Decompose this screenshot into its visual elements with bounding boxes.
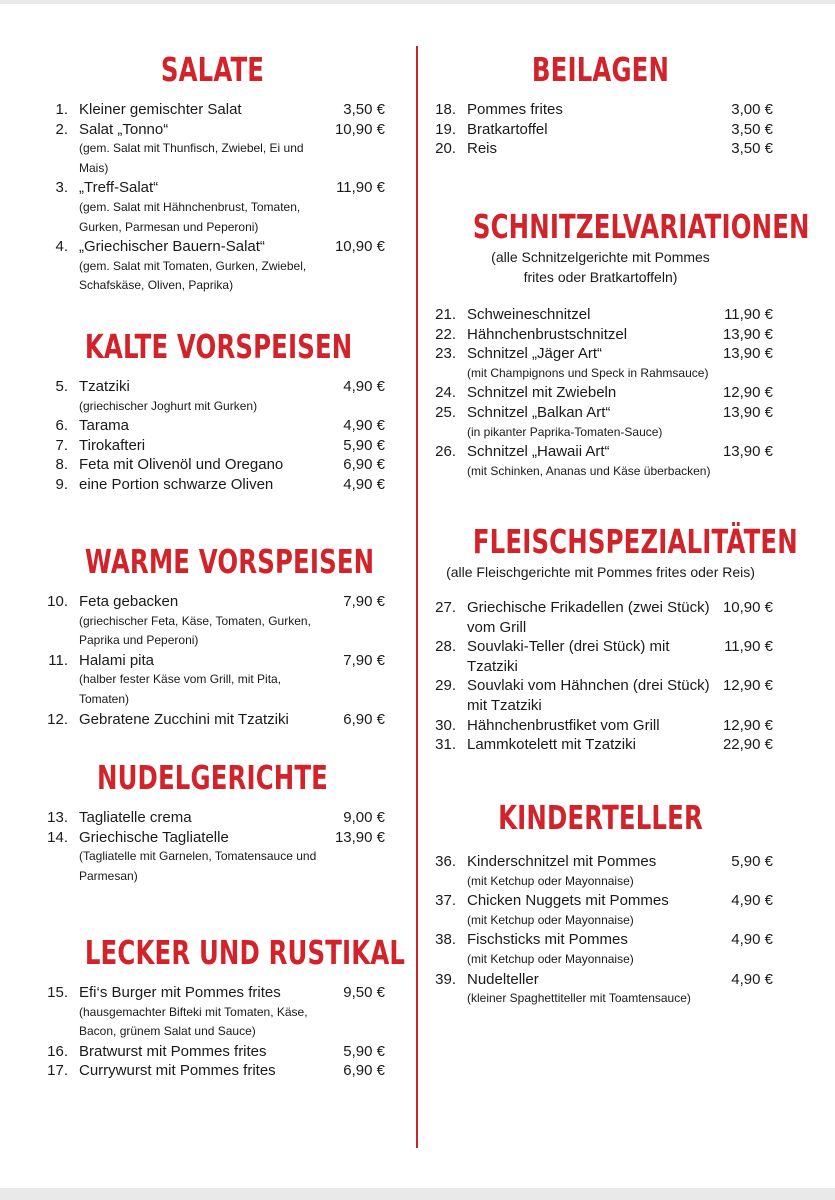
item-name: Nudelteller [467, 970, 539, 988]
item-name: Schnitzel mit Zwiebeln [467, 384, 617, 402]
item-list [428, 305, 773, 481]
item-price: 4,90 € [731, 931, 773, 949]
item-name: Feta gebacken [79, 593, 179, 610]
item-number: 7. [55, 436, 68, 454]
item-name: „Treff-Salat“ [79, 179, 159, 197]
item-description: (griechischer Joghurt mit Gurken) [79, 398, 258, 413]
item-body [467, 676, 712, 715]
menu-item [428, 403, 773, 442]
item-price: 7,90 € [343, 651, 385, 669]
section-beilagen [428, 50, 773, 159]
section-salate [40, 50, 385, 296]
section-fleischspezialitaeten [428, 522, 798, 755]
item-number: 14. [47, 828, 68, 846]
item-description: (halber fester Käse vom Grill, mit Pita, Tomaten) [79, 672, 282, 706]
menu-item [428, 344, 773, 383]
item-number: 11. [48, 651, 68, 669]
item-list [40, 377, 385, 495]
item-number: 8. [55, 456, 68, 474]
item-number: 17. [47, 1062, 68, 1080]
section-title: LECKER UND RUSTIKAL [84, 933, 406, 972]
item-body [467, 716, 712, 736]
menu-item [40, 983, 385, 1042]
item-number: 5. [55, 378, 68, 395]
item-description: (gem. Salat mit Hähnchenbrust, Tomaten, Gurken, Parmesan und Peperoni) [79, 199, 301, 234]
item-name: Hähnchenbrustschnitzel [467, 325, 628, 343]
menu-item [40, 178, 385, 237]
item-price: 6,90 € [343, 456, 385, 474]
item-number: 1. [55, 101, 68, 118]
item-list [40, 808, 385, 886]
item-body [79, 1042, 332, 1062]
item-price: 6,90 € [343, 1062, 385, 1080]
item-body [467, 735, 712, 755]
item-number: 25. [435, 403, 456, 421]
item-price: 5,90 € [343, 436, 385, 454]
section-title: FLEISCHSPEZIALITÄTEN [472, 522, 798, 561]
item-body [79, 1061, 332, 1081]
column-divider [416, 46, 418, 1148]
menu-item [40, 237, 385, 296]
section-kalte-vorspeisen [40, 327, 385, 495]
item-name: Lammkotelett mit Tzatziki [467, 736, 636, 754]
item-price: 13,90 € [722, 345, 773, 363]
item-number: 36. [435, 853, 456, 870]
menu-item [428, 100, 773, 120]
section-title: WARME VORSPEISEN [84, 542, 375, 581]
item-body [467, 891, 720, 930]
item-body [79, 377, 332, 416]
item-number: 15. [47, 984, 68, 1001]
item-name: Hähnchenbrustfiket vom Grill [467, 716, 660, 734]
item-body [467, 305, 713, 325]
menu-item [428, 383, 773, 403]
item-number: 23. [435, 345, 456, 363]
menu-item [40, 455, 385, 475]
item-number: 28. [435, 638, 456, 656]
item-description: (mit Champignons und Speck in Rahmsauce) [467, 365, 709, 380]
item-number: 13. [47, 809, 68, 826]
menu-item [428, 120, 773, 140]
item-price: 9,00 € [343, 809, 385, 826]
item-price: 7,90 € [343, 593, 385, 610]
item-number: 21. [435, 306, 456, 323]
item-description: (mit Schinken, Ananas und Käse überbacken) [467, 463, 711, 478]
menu-item [40, 808, 385, 828]
item-number: 10. [47, 593, 68, 610]
item-list [40, 983, 385, 1081]
item-body [79, 475, 332, 495]
item-body [467, 930, 720, 969]
item-number: 19. [435, 120, 456, 138]
item-price: 4,90 € [343, 378, 385, 395]
menu-item [428, 442, 773, 481]
item-description: (kleiner Spaghettiteller mit Toamtensauce) [467, 991, 691, 1006]
item-name: Souvlaki vom Hähnchen (drei Stück) mit Tzatziki [467, 677, 710, 714]
menu-item [40, 436, 385, 456]
section-note: (alle Fleischgerichte mit Pommes frites oder Reis) [446, 564, 755, 580]
item-body [79, 651, 332, 710]
item-name: eine Portion schwarze Oliven [79, 475, 274, 493]
menu-item [428, 676, 773, 715]
item-number: 2. [55, 120, 68, 138]
item-number: 12. [47, 710, 68, 728]
item-name: Feta mit Olivenöl und Oregano [79, 456, 284, 474]
item-list [428, 852, 773, 1009]
menu-item [40, 1042, 385, 1062]
item-body [467, 852, 720, 891]
section-title: KINDERTELLER [498, 798, 703, 837]
item-list [40, 592, 385, 729]
menu-item [40, 377, 385, 416]
item-body [79, 416, 332, 436]
item-number: 37. [435, 892, 456, 910]
item-body [79, 808, 332, 828]
item-name: Halami pita [79, 651, 155, 669]
item-price: 3,00 € [731, 101, 773, 118]
item-body [79, 237, 324, 296]
item-name: Kinderschnitzel mit Pommes [467, 853, 657, 870]
item-body [79, 100, 332, 120]
item-price: 9,50 € [343, 984, 385, 1001]
item-name: Bratwurst mit Pommes frites [79, 1042, 267, 1060]
item-body [467, 139, 720, 159]
item-number: 4. [55, 238, 68, 256]
item-price: 22,90 € [722, 736, 773, 754]
item-price: 13,90 € [334, 828, 385, 846]
item-body [79, 983, 332, 1042]
item-price: 11,90 € [724, 638, 773, 656]
item-price: 12,90 € [722, 716, 773, 734]
item-price: 4,90 € [731, 892, 773, 910]
item-name: Schnitzel „Hawaii Art“ [467, 443, 610, 461]
item-name: Efi‘s Burger mit Pommes frites [79, 984, 281, 1001]
item-description: (mit Ketchup oder Mayonnaise) [467, 912, 634, 927]
item-name: Tagliatelle crema [79, 809, 192, 826]
item-price: 10,90 € [334, 120, 385, 138]
item-name: Reis [467, 140, 498, 158]
item-body [467, 120, 720, 140]
item-number: 24. [435, 384, 456, 402]
item-body [467, 100, 720, 120]
item-name: Schnitzel „Jäger Art“ [467, 345, 603, 363]
section-nudelgerichte [40, 758, 385, 886]
menu-item [40, 592, 385, 651]
menu-item [40, 475, 385, 495]
item-name: Chicken Nuggets mit Pommes [467, 892, 669, 910]
item-price: 12,90 € [722, 384, 773, 402]
item-description: (hausgemachter Bifteki mit Tomaten, Käse, Bacon, grünem Salat und Sauce) [79, 1004, 308, 1039]
section-title: SALATE [160, 50, 265, 89]
item-price: 4,90 € [343, 417, 385, 435]
section-warme-vorspeisen [40, 542, 385, 729]
menu-item [428, 891, 773, 930]
item-description: (gem. Salat mit Tomaten, Gurken, Zwiebel, Schafskäse, Oliven, Paprika) [79, 258, 307, 293]
item-description: (mit Ketchup oder Mayonnaise) [467, 873, 634, 888]
item-price: 13,90 € [722, 325, 773, 343]
item-number: 6. [55, 417, 68, 435]
item-price: 4,90 € [343, 475, 385, 493]
item-price: 5,90 € [343, 1042, 385, 1060]
item-number: 18. [435, 101, 456, 118]
menu-item [428, 598, 773, 637]
item-price: 3,50 € [343, 101, 385, 118]
menu-item [40, 651, 385, 710]
item-body [79, 120, 324, 179]
section-title: BEILAGEN [531, 50, 670, 89]
item-number: 30. [435, 716, 456, 734]
menu-page [0, 4, 835, 1188]
item-number: 9. [55, 475, 68, 493]
item-body [467, 403, 712, 442]
item-name: Tirokafteri [79, 436, 146, 454]
item-description: (gem. Salat mit Thunfisch, Zwiebel, Ei und Mais) [79, 141, 304, 175]
item-body [467, 344, 712, 383]
section-lecker-und-rustikal [40, 933, 406, 1081]
item-number: 26. [435, 443, 456, 461]
menu-item [428, 716, 773, 736]
item-body [467, 598, 712, 637]
item-price: 6,90 € [343, 710, 385, 728]
item-body [467, 383, 712, 403]
item-description: (in pikanter Paprika-Tomaten-Sauce) [467, 424, 663, 439]
menu-item [428, 970, 773, 1009]
item-description: (mit Ketchup oder Mayonnaise) [467, 951, 634, 966]
section-kinderteller [428, 798, 773, 1009]
item-number: 3. [55, 179, 68, 197]
item-name: Fischsticks mit Pommes [467, 931, 628, 949]
item-price: 12,90 € [722, 677, 773, 695]
item-price: 10,90 € [334, 238, 385, 256]
item-body [79, 455, 332, 475]
item-body [79, 828, 324, 887]
item-body [467, 442, 712, 481]
item-price: 11,90 € [724, 306, 773, 323]
item-description: (griechischer Feta, Käse, Tomaten, Gurken, Paprika und Peperoni) [79, 613, 311, 648]
item-number: 38. [435, 931, 456, 949]
item-price: 11,90 € [336, 179, 385, 197]
menu-item [40, 1061, 385, 1081]
item-body [79, 592, 332, 651]
section-title: SCHNITZELVARIATIONEN [472, 207, 810, 246]
menu-item [428, 735, 773, 755]
item-name: Pommes frites [467, 101, 563, 118]
menu-item [428, 305, 773, 325]
menu-item [40, 120, 385, 179]
item-body [467, 325, 712, 345]
item-name: Tarama [79, 417, 130, 435]
item-price: 4,90 € [731, 970, 773, 988]
section-title: NUDELGERICHTE [96, 758, 329, 797]
item-body [79, 436, 332, 456]
section-note: (alle Schnitzelgerichte mit Pommes frites oder Bratkartoffeln) [491, 249, 710, 285]
item-name: Currywurst mit Pommes frites [79, 1062, 276, 1080]
item-name: Salat „Tonno“ [79, 120, 169, 138]
section-schnitzelvariationen [428, 207, 810, 481]
item-name: Tzatziki [79, 378, 130, 395]
item-number: 27. [435, 599, 456, 616]
item-price: 3,50 € [731, 120, 773, 138]
item-number: 22. [435, 325, 456, 343]
item-name: Souvlaki-Teller (drei Stück) mit Tzatziki [467, 638, 670, 675]
menu-item [40, 828, 385, 887]
item-number: 29. [435, 677, 456, 695]
item-body [467, 970, 720, 1009]
item-body [467, 637, 713, 676]
item-number: 39. [435, 970, 456, 988]
item-list [428, 100, 773, 159]
item-number: 16. [47, 1042, 68, 1060]
item-name: Griechische Tagliatelle [79, 828, 229, 846]
item-name: Kleiner gemischter Salat [79, 101, 242, 118]
item-name: „Griechischer Bauern-Salat“ [79, 238, 265, 256]
menu-item [428, 637, 773, 676]
menu-item [428, 325, 773, 345]
menu-item [40, 710, 385, 730]
item-price: 10,90 € [722, 599, 773, 616]
item-name: Bratkartoffel [467, 120, 548, 138]
item-price: 3,50 € [731, 140, 773, 158]
item-list [428, 598, 773, 755]
item-name: Schnitzel „Balkan Art“ [467, 403, 611, 421]
item-number: 20. [435, 140, 456, 158]
item-description: (Tagliatelle mit Garnelen, Tomatensauce und Parmesan) [79, 849, 317, 883]
menu-item [428, 852, 773, 891]
menu-item [40, 100, 385, 120]
item-name: Griechische Frikadellen (zwei Stück) vom Grill [467, 599, 710, 636]
menu-item [428, 139, 773, 159]
menu-item [40, 416, 385, 436]
item-list [40, 100, 385, 296]
item-name: Gebratene Zucchini mit Tzatziki [79, 710, 289, 728]
item-number: 31. [435, 736, 456, 754]
item-price: 5,90 € [731, 853, 773, 870]
section-title: KALTE VORSPEISEN [84, 327, 353, 366]
item-price: 13,90 € [722, 443, 773, 461]
item-body [79, 710, 332, 730]
menu-item [428, 930, 773, 969]
item-price: 13,90 € [722, 403, 773, 421]
item-name: Schweineschnitzel [467, 306, 591, 323]
item-body [79, 178, 325, 237]
